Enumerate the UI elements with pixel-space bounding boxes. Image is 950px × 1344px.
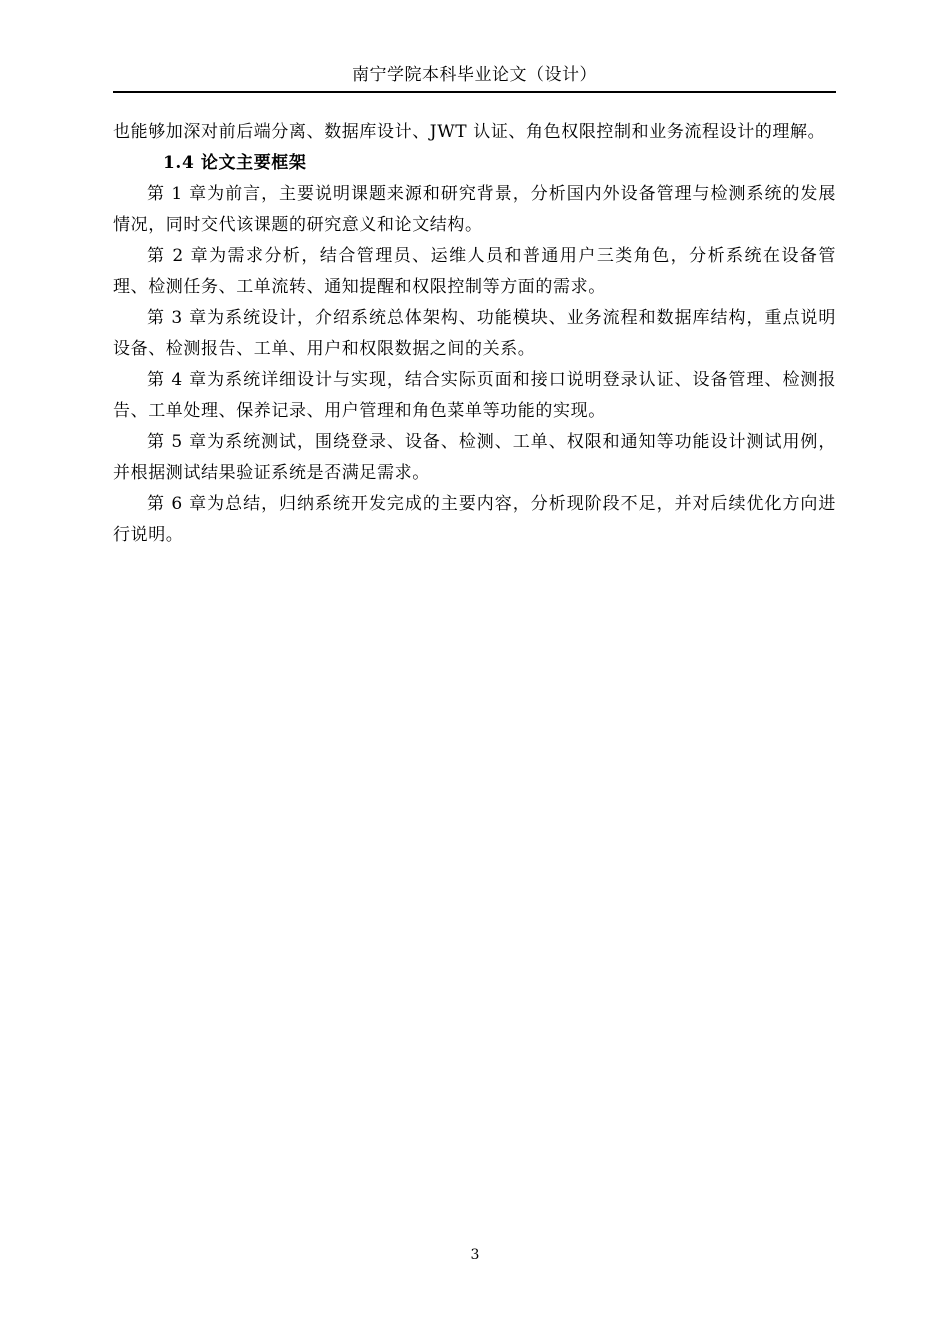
section-heading: 1.4 论文主要框架 (163, 153, 307, 173)
page-number: 3 (470, 1247, 480, 1263)
paragraph-chapter-5: 第 5 章为系统测试，围绕登录、设备、检测、工单、权限和通知等功能设计测试用例，并根据测试结果验证系统是否满足需求。 (113, 432, 836, 483)
paragraph-chapter-1: 第 1 章为前言，主要说明课题来源和研究背景，分析国内外设备管理与检测系统的发展情况，同时交代该课题的研究意义和论文结构。 (113, 184, 836, 235)
paragraph-chapter-6: 第 6 章为总结，归纳系统开发完成的主要内容，分析现阶段不足，并对后续优化方向进行说明。 (113, 494, 836, 545)
paragraph-chapter-2: 第 2 章为需求分析，结合管理员、运维人员和普通用户三类角色，分析系统在设备管理、检测任务、工单流转、通知提醒和权限控制等方面的需求。 (113, 246, 836, 297)
paragraph-chapter-4: 第 4 章为系统详细设计与实现，结合实际页面和接口说明登录认证、设备管理、检测报告、工单处理、保养记录、用户管理和角色菜单等功能的实现。 (113, 370, 836, 421)
header-title: 南宁学院本科毕业论文（设计） (352, 65, 597, 85)
page-header (113, 62, 836, 93)
page-body (113, 117, 836, 551)
paragraph-chapter-3: 第 3 章为系统设计，介绍系统总体架构、功能模块、业务流程和数据库结构，重点说明设备、检测报告、工单、用户和权限数据之间的关系。 (113, 308, 836, 359)
continuation-paragraph: 也能够加深对前后端分离、数据库设计、JWT 认证、角色权限控制和业务流程设计的理解。 (113, 122, 826, 142)
